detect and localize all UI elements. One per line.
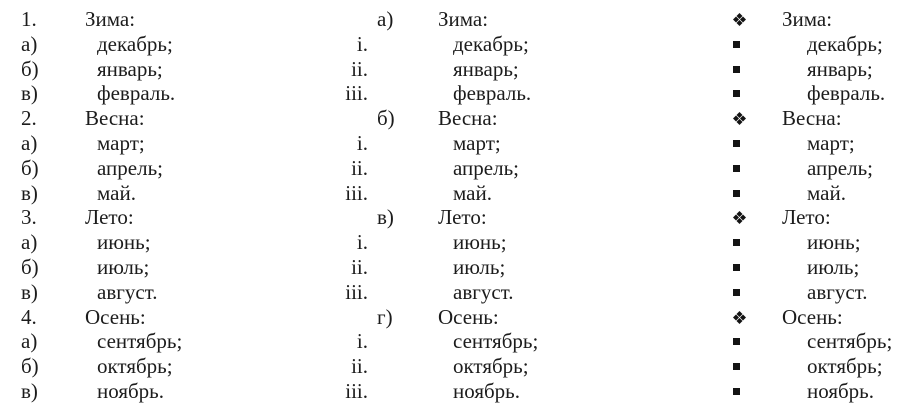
list-title: Зима: <box>85 7 136 31</box>
list-item-text: август. <box>97 279 158 304</box>
list-row <box>0 354 330 379</box>
list-item-text: июль; <box>97 254 150 279</box>
list-marker: iii. <box>345 81 368 106</box>
square-bullet-icon <box>733 289 740 296</box>
list-item-text: июль; <box>453 254 506 279</box>
list-title: Весна: <box>438 106 498 131</box>
list-marker: а) <box>21 130 38 155</box>
list-item-text: июнь; <box>97 230 151 255</box>
list-item-text: декабрь; <box>453 31 529 56</box>
list-marker: i. <box>356 31 368 56</box>
four-diamond-bullet-icon <box>733 211 746 224</box>
square-bullet-icon <box>733 239 740 246</box>
list-row <box>700 57 908 82</box>
list-item-text: июнь; <box>807 230 861 255</box>
list-item-text: март; <box>807 130 855 155</box>
list-row <box>700 354 908 379</box>
list-row <box>0 7 330 32</box>
list-item-text: февраль. <box>807 81 886 106</box>
list-row <box>700 7 908 32</box>
list-row <box>0 329 330 354</box>
list-marker: 4. <box>21 304 37 329</box>
list-title: Зима: <box>782 7 833 31</box>
list-row <box>0 255 330 280</box>
list-row <box>700 156 908 181</box>
four-diamond-bullet-icon <box>733 112 746 125</box>
list-item-text: июнь; <box>453 230 507 255</box>
list-marker: а) <box>377 7 394 31</box>
list-row <box>330 205 700 230</box>
list-item-text: июль; <box>807 254 860 279</box>
square-bullet-icon <box>733 66 740 73</box>
square-bullet-icon <box>733 41 740 48</box>
list-marker: г) <box>377 304 393 329</box>
list-marker: а) <box>21 329 38 354</box>
square-bullet-icon <box>733 388 740 395</box>
list-marker: в) <box>21 180 38 205</box>
list-row <box>700 32 908 57</box>
list-row <box>330 354 700 379</box>
list-item-text: сентябрь; <box>97 329 183 354</box>
list-marker: б) <box>21 155 39 180</box>
list-item-text: декабрь; <box>97 31 173 56</box>
list-marker: iii. <box>345 180 368 205</box>
list-row <box>330 305 700 330</box>
list-item-text: ноябрь. <box>453 378 521 403</box>
list-row <box>330 230 700 255</box>
list-title: Зима: <box>438 7 489 31</box>
list-row <box>330 181 700 206</box>
list-marker: в) <box>21 279 38 304</box>
list-row <box>700 379 908 404</box>
list-item-text: август. <box>453 279 514 304</box>
list-row <box>0 81 330 106</box>
list-marker: 1. <box>21 7 37 31</box>
list-marker: б) <box>21 56 39 81</box>
list-marker: в) <box>21 81 38 106</box>
decimal-letter-list-column <box>0 7 330 404</box>
list-row <box>330 329 700 354</box>
list-row <box>0 106 330 131</box>
list-marker: i. <box>356 130 368 155</box>
list-row <box>0 280 330 305</box>
list-title: Лето: <box>438 205 487 230</box>
list-item-text: май. <box>807 180 846 205</box>
bullet-list-column <box>700 7 908 404</box>
list-item-text: апрель; <box>807 155 873 180</box>
list-marker: б) <box>377 106 395 131</box>
list-row <box>700 280 908 305</box>
list-row <box>0 181 330 206</box>
list-row <box>330 57 700 82</box>
list-item-text: январь; <box>453 56 519 81</box>
list-marker: а) <box>21 31 38 56</box>
list-row <box>330 7 700 32</box>
list-row <box>330 106 700 131</box>
list-title: Весна: <box>782 106 842 131</box>
list-title: Осень: <box>782 304 843 329</box>
list-marker: i. <box>356 230 368 255</box>
list-item-text: октябрь; <box>807 354 883 379</box>
list-row <box>0 57 330 82</box>
list-row <box>700 230 908 255</box>
list-title: Лето: <box>782 205 831 230</box>
list-marker: а) <box>21 230 38 255</box>
list-item-text: апрель; <box>97 155 163 180</box>
list-row <box>330 131 700 156</box>
list-row <box>330 280 700 305</box>
list-title: Весна: <box>85 106 145 131</box>
list-row <box>0 131 330 156</box>
list-item-text: ноябрь. <box>807 378 875 403</box>
list-item-text: май. <box>97 180 136 205</box>
list-marker: iii. <box>345 378 368 403</box>
list-marker: iii. <box>345 279 368 304</box>
list-row <box>700 305 908 330</box>
list-row <box>330 379 700 404</box>
list-item-text: февраль. <box>97 81 176 106</box>
list-item-text: январь; <box>807 56 873 81</box>
list-row <box>0 230 330 255</box>
list-row <box>330 32 700 57</box>
list-marker: в) <box>21 378 38 403</box>
square-bullet-icon <box>733 90 740 97</box>
list-row <box>700 181 908 206</box>
four-diamond-bullet-icon <box>733 311 746 324</box>
list-row <box>0 205 330 230</box>
list-item-text: январь; <box>97 56 163 81</box>
list-marker: ii. <box>351 155 368 180</box>
list-row <box>0 379 330 404</box>
list-marker: 2. <box>21 106 37 131</box>
list-marker: ii. <box>351 254 368 279</box>
list-row <box>0 32 330 57</box>
square-bullet-icon <box>733 165 740 172</box>
list-item-text: ноябрь. <box>97 378 165 403</box>
list-marker: б) <box>21 254 39 279</box>
list-marker: ii. <box>351 56 368 81</box>
square-bullet-icon <box>733 338 740 345</box>
list-row <box>330 255 700 280</box>
list-row <box>700 106 908 131</box>
list-title: Осень: <box>85 304 146 329</box>
list-title: Лето: <box>85 205 134 230</box>
square-bullet-icon <box>733 264 740 271</box>
list-row <box>0 305 330 330</box>
list-row <box>700 81 908 106</box>
list-row <box>700 205 908 230</box>
list-marker: в) <box>377 205 394 230</box>
square-bullet-icon <box>733 363 740 370</box>
list-marker: i. <box>356 329 368 354</box>
list-item-text: март; <box>97 130 145 155</box>
list-item-text: сентябрь; <box>453 329 539 354</box>
list-item-text: февраль. <box>453 81 532 106</box>
list-item-text: сентябрь; <box>807 329 893 354</box>
list-item-text: октябрь; <box>97 354 173 379</box>
list-marker: 3. <box>21 205 37 230</box>
list-item-text: март; <box>453 130 501 155</box>
list-row <box>700 255 908 280</box>
list-item-text: май. <box>453 180 492 205</box>
list-title: Осень: <box>438 304 499 329</box>
list-item-text: декабрь; <box>807 31 883 56</box>
letter-roman-list-column <box>330 7 700 404</box>
list-row <box>330 81 700 106</box>
four-diamond-bullet-icon <box>733 13 746 26</box>
list-item-text: октябрь; <box>453 354 529 379</box>
list-row <box>700 329 908 354</box>
square-bullet-icon <box>733 190 740 197</box>
list-row <box>700 131 908 156</box>
list-marker: б) <box>21 354 39 379</box>
square-bullet-icon <box>733 140 740 147</box>
list-item-text: апрель; <box>453 155 519 180</box>
list-item-text: август. <box>807 279 868 304</box>
list-row <box>0 156 330 181</box>
list-marker: ii. <box>351 354 368 379</box>
list-row <box>330 156 700 181</box>
